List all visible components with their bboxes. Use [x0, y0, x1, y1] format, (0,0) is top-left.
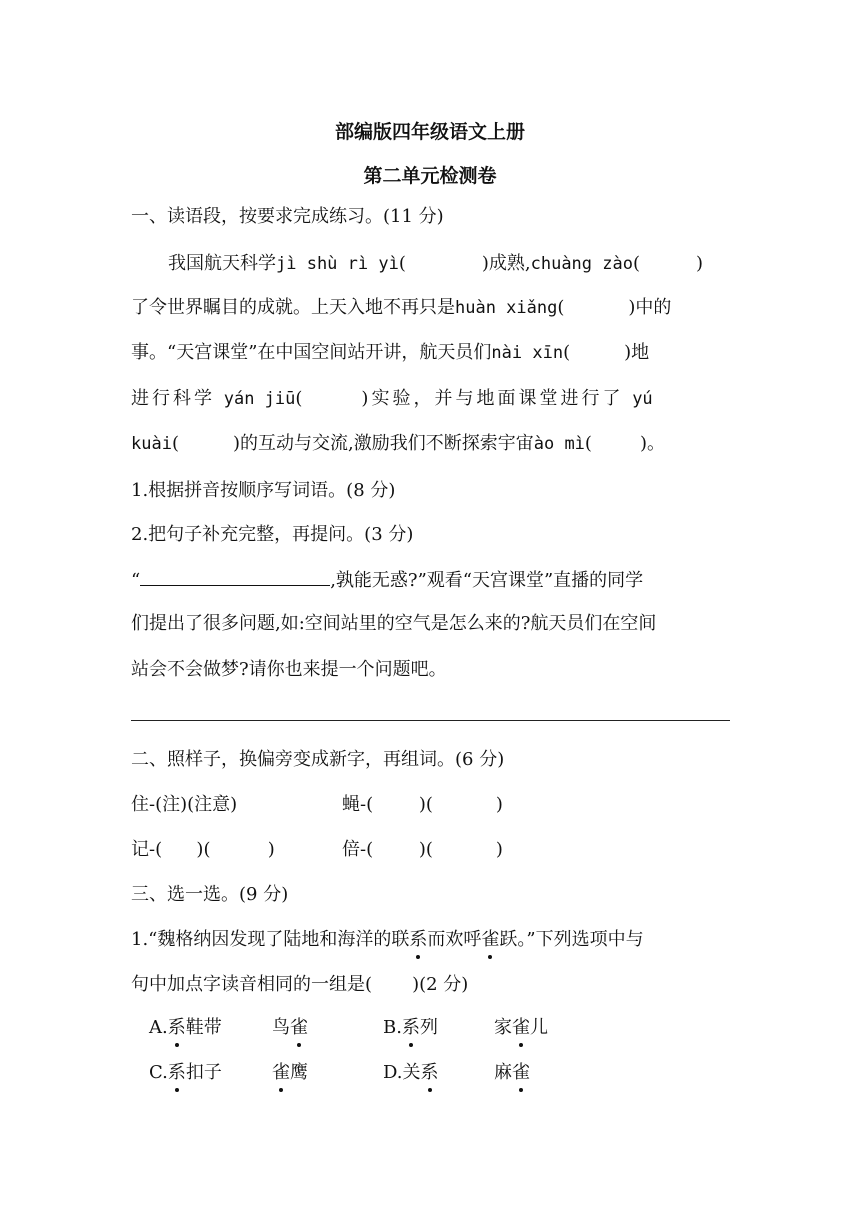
blank-open: (: [295, 388, 306, 409]
q2-text-line-2: 们提出了很多问题,如:空间站里的空气是怎么来的?航天员们在空间: [131, 613, 657, 634]
option-text: 扣子: [185, 1062, 222, 1083]
option-d[interactable]: [383, 1060, 439, 1086]
open-quote: “: [131, 570, 141, 591]
blank-open: (: [632, 253, 640, 274]
q3-1-line-1: [131, 927, 730, 953]
blank-open: (: [563, 342, 571, 363]
q2-text-line-3: 站会不会做梦?请你也来提一个问题吧。: [131, 659, 447, 680]
pinyin-yukuai-part1: yú: [632, 389, 653, 409]
section-2-heading: 二、照样子，换偏旁变成新字，再组词。(6 分): [131, 749, 505, 770]
blank-open: (: [398, 253, 406, 274]
dotted-char: 系: [168, 1060, 186, 1086]
item-bei[interactable]: 倍-( )( ): [342, 839, 503, 860]
option-text: 鹰: [290, 1062, 308, 1083]
pinyin-naixin: nài xīn: [491, 343, 564, 363]
option-text: 家: [494, 1017, 512, 1038]
option-c-word-2: [272, 1060, 308, 1086]
pinyin-yanjiu: yán jiū: [223, 389, 296, 409]
option-label: C.: [149, 1062, 168, 1083]
example-item: 住-(注)(注意): [131, 794, 238, 815]
pinyin-aomi: ào mì: [533, 434, 585, 454]
option-b-word-2: [494, 1015, 548, 1041]
passage-text: )成熟,: [481, 253, 531, 274]
dotted-char: 系: [402, 1015, 420, 1041]
passage-line-4: [131, 386, 730, 412]
option-text: 列: [419, 1017, 438, 1038]
section-1-heading: 一、读语段，按要求完成练习。(11 分): [131, 206, 444, 227]
blank-open: (: [557, 297, 565, 318]
option-label: D.: [383, 1062, 403, 1083]
passage-text: )。: [639, 433, 665, 454]
passage-text: 了令世界瞩目的成就。上天入地不再只是: [131, 297, 455, 318]
pinyin-huanxiang: huàn xiǎng: [455, 298, 558, 318]
passage-line-2: [131, 295, 730, 321]
passage-text: 进行科学: [131, 388, 215, 409]
option-a[interactable]: [149, 1015, 222, 1041]
option-a-word-2: [272, 1015, 308, 1041]
passage-text: 事。“天宫课堂”在中国空间站开讲，航天员们: [131, 342, 492, 363]
q3-text: 跃。”下列选项中与: [499, 929, 644, 950]
passage-text: )中的: [628, 297, 672, 318]
page-title: 部编版四年级语文上册: [334, 121, 525, 143]
dotted-char: 系: [168, 1015, 186, 1041]
dotted-char: 系: [421, 1060, 439, 1086]
item-ying[interactable]: 蝇-( )( ): [342, 794, 503, 815]
pinyin-jishuriyi: jì shù rì yì: [276, 254, 399, 274]
pinyin-chuangzao: chuàng zào: [530, 254, 633, 274]
section-3-heading: 三、选一选。(9 分): [131, 884, 289, 905]
question-1-2: 2.把句子补充完整，再提问。(3 分): [131, 524, 414, 545]
dotted-char-que: 雀: [481, 927, 499, 953]
q3-text: 而欢呼: [427, 929, 482, 950]
q3-1-line-2: 句中加点字读音相同的一组是( )(2 分): [131, 974, 469, 995]
option-text: 麻: [494, 1062, 512, 1083]
option-label: A.: [149, 1017, 168, 1038]
passage-line-1: [131, 251, 730, 277]
pinyin-yukuai-part2: kuài: [131, 434, 172, 454]
passage-text: )的互动与交流,激励我们不断探索宇宙: [232, 433, 534, 454]
dotted-char: 雀: [512, 1015, 530, 1041]
option-d-word-2: [494, 1060, 530, 1086]
blank-open: (: [584, 433, 592, 454]
q2-text: ,孰能无惑?”观看“天宫课堂”直播的同学: [330, 570, 644, 591]
option-b[interactable]: [383, 1015, 438, 1041]
passage-text: )实验，并与地面课堂进行了: [361, 388, 624, 409]
answer-line[interactable]: [131, 720, 730, 721]
dotted-char-xi: 系: [409, 927, 427, 953]
option-text: 关: [402, 1062, 421, 1083]
item-ji[interactable]: 记-( )( ): [131, 839, 275, 860]
option-text: 鸟: [272, 1017, 290, 1038]
q2-text-line-1: [131, 567, 730, 594]
q3-text: 1.“魏格纳因发现了陆地和海洋的联: [131, 929, 410, 950]
option-c[interactable]: [149, 1060, 222, 1086]
question-1-1: 1.根据拼音按顺序写词语。(8 分): [131, 480, 396, 501]
dotted-char: 雀: [290, 1015, 308, 1041]
option-label: B.: [383, 1017, 402, 1038]
blank-open: (: [171, 433, 179, 454]
passage-line-3: [131, 340, 730, 366]
passage-text: 我国航天科学: [168, 253, 276, 274]
dotted-char: 雀: [272, 1060, 290, 1086]
dotted-char: 雀: [512, 1060, 530, 1086]
passage-line-5: [131, 431, 730, 457]
blank-close: ): [696, 253, 704, 274]
fill-in-underline[interactable]: [140, 567, 330, 586]
option-text: 儿: [530, 1017, 548, 1038]
passage-text: )地: [624, 342, 650, 363]
page-subtitle: 第二单元检测卷: [363, 165, 497, 187]
option-text: 鞋带: [185, 1017, 222, 1038]
